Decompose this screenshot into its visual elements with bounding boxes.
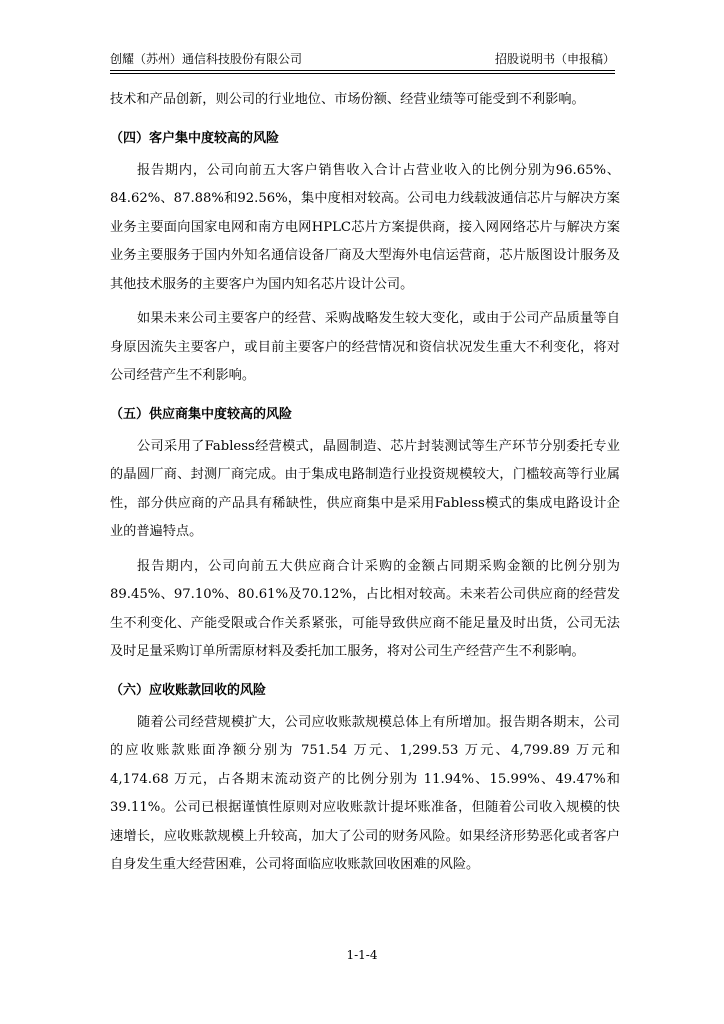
header-company-name: 创耀（苏州）通信科技股份有限公司 — [110, 52, 303, 66]
section-heading-customer-concentration: （四）客户集中度较高的风险 — [110, 130, 280, 146]
section-heading-receivables-risk: （六）应收账款回收的风险 — [110, 682, 267, 698]
document-body — [110, 86, 620, 880]
section-heading-supplier-concentration: （五）供应商集中度较高的风险 — [110, 406, 293, 422]
intro-line: 技术和产品创新，则公司的行业地位、市场份额、经营业绩等可能受到不利影响。 — [110, 92, 585, 107]
paragraph: 公司采用了Fabless经营模式，晶圆制造、芯片封装测试等生产环节分别委托专业的晶圆厂商、封测厂商完成。由于集成电路制造行业投资规模较大，门槛较高等行业属性，部分供应商的产品具有稀缺性，供应商集中是采用Fabless模式的集成电路设计企业的普遍特点。 — [110, 438, 620, 539]
paragraph: 报告期内，公司向前五大供应商合计采购的金额占同期采购金额的比例分别为89.45%、97.10%、80.61%及70.12%，占比相对较高。未来若公司供应商的经营发生不利变化、产能受限或合作关系紧张，可能导致供应商不能足量及时出货，公司无法及时足量采购订单所需原材料及委托加工服务，将对公司生产经营产生不利影响。 — [110, 558, 620, 659]
header-rule-thick — [110, 70, 615, 71]
header-rule-thin — [110, 73, 615, 74]
header-document-title: 招股说明书（申报稿） — [494, 52, 615, 66]
page-header — [110, 48, 615, 70]
paragraph: 如果未来公司主要客户的经营、采购战略发生较大变化，或由于公司产品质量等自身原因流失主要客户，或目前主要客户的经营情况和资信状况发生重大不利变化，将对公司经营产生不利影响。 — [110, 311, 620, 383]
paragraph: 随着公司经营规模扩大，公司应收账款规模总体上有所增加。报告期各期末，公司的应收账款账面净额分别为 751.54 万元、1,299.53 万元、4,799.89 万元和4,174.68 万元，占各期末流动资产的比例分别为 11.94%、15.99%、49.47%和39.11%。公司已根据谨慎性原则对应收账款计提坏账准备，但随着公司收入规模的快速增长，应收账款规模上升较高，加大了公司的财务风险。如果经济形势恶化或者客户自身发生重大经营困难，公司将面临应收账款回收困难的风险。 — [110, 714, 620, 872]
paragraph: 报告期内，公司向前五大客户销售收入合计占营业收入的比例分别为96.65%、84.62%、87.88%和92.56%，集中度相对较高。公司电力线载波通信芯片与解决方案业务主要面向国家电网和南方电网HPLC芯片方案提供商，接入网网络芯片与解决方案业务主要服务于国内外知名通信设备厂商及大型海外电信运营商，芯片版图设计服务及其他技术服务的主要客户为国内知名芯片设计公司。 — [110, 162, 620, 292]
page-number: 1-1-4 — [346, 948, 378, 962]
